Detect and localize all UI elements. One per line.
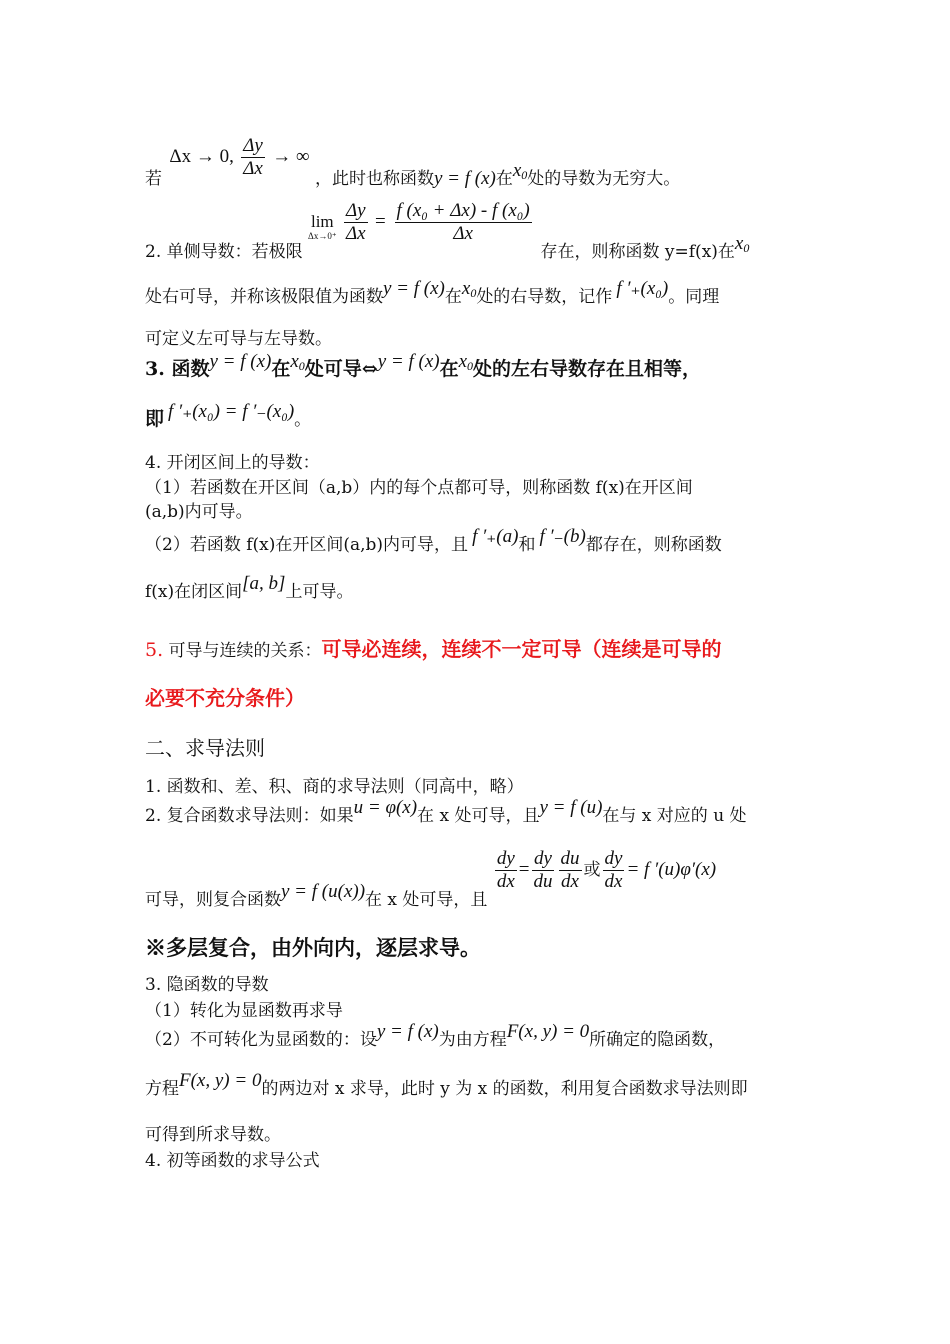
formula-chain-product: = f ′(u)φ′(x) bbox=[626, 859, 717, 880]
right-derivative-line bbox=[145, 278, 720, 309]
continuity-relation-line bbox=[145, 638, 722, 662]
formula-y-fx: y = f (x) bbox=[376, 1021, 439, 1042]
implicit-method-2-line-3 bbox=[145, 1124, 281, 1146]
interval-derivative-title bbox=[145, 452, 320, 474]
x-symbol: x bbox=[458, 351, 468, 372]
fraction-denominator: Δx bbox=[345, 223, 366, 244]
formula-y-fx: y = f (x) bbox=[209, 351, 272, 372]
text-segment: 所确定的隐函数， bbox=[589, 1030, 726, 1050]
text-segment: 都存在，则称函数 bbox=[585, 535, 722, 555]
text-segment: ，此时也称函数 bbox=[314, 169, 434, 189]
x-subscript: 0 bbox=[467, 359, 474, 373]
one-sided-line-tail bbox=[540, 233, 750, 262]
dy-dx-fraction bbox=[603, 848, 625, 893]
x-subscript: 0 bbox=[521, 168, 528, 182]
text-segment: 3. 函数 bbox=[145, 358, 210, 380]
one-sided-derivative-line bbox=[145, 200, 750, 262]
x-symbol: x bbox=[512, 160, 522, 181]
derivative-equality-line bbox=[145, 401, 312, 431]
formula-y-fx: y = f (x) bbox=[433, 168, 496, 189]
x-symbol: x bbox=[461, 278, 471, 299]
text-segment: 处的右导数，记作 bbox=[476, 287, 613, 307]
dy-dx-fraction bbox=[495, 848, 517, 893]
rule-2-line bbox=[145, 797, 747, 827]
text-segment: 可得到所求导数。 bbox=[145, 1125, 281, 1145]
text-segment: 处的左右导数存在且相等， bbox=[473, 358, 702, 380]
text-huo: 或 bbox=[583, 860, 601, 880]
highlight-red-text: 可导必连续，连续不一定可导（连续是可导的 bbox=[321, 637, 722, 661]
formula-F-xy: F(x, y) = 0 bbox=[179, 1070, 262, 1091]
text-segment: 处右可导，并称该极限值为函数 bbox=[145, 287, 383, 307]
formula-left-right-equal: f ′₊(x₀) = f ′₋(x₀) bbox=[168, 401, 295, 422]
equals-sign: = bbox=[374, 211, 386, 232]
lim-text: lim bbox=[310, 211, 334, 231]
text-segment: 2. 复合函数求导法则：如果 bbox=[145, 806, 354, 826]
text-segment: （1）转化为显函数再求导 bbox=[145, 1001, 343, 1021]
dy-du-fraction bbox=[532, 848, 555, 893]
text-segment: 为由方程 bbox=[438, 1030, 507, 1050]
note-text: ※多层复合，由外向内，逐层求导。 bbox=[145, 935, 481, 960]
text-segment: 4. 初等函数的求导公式 bbox=[145, 1151, 320, 1171]
text-segment: 上可导。 bbox=[285, 582, 354, 602]
formula-interval-ab: [a, b] bbox=[242, 573, 286, 594]
fraction-numerator: f (x₀ + Δx) - f (x₀) bbox=[396, 200, 530, 221]
closed-interval-line-2 bbox=[145, 573, 354, 603]
formula-x0 bbox=[513, 160, 527, 181]
closed-interval-line bbox=[145, 526, 722, 556]
text-segment: （2）不可转化为显函数的：设 bbox=[145, 1030, 377, 1050]
text-he: 和 bbox=[518, 535, 536, 555]
formula-F-xy: F(x, y) = 0 bbox=[506, 1021, 590, 1042]
text-segment: 处的导数为无穷大。 bbox=[527, 169, 681, 189]
formula-x0 bbox=[462, 278, 476, 299]
formula-y-fux: y = f (u(x)) bbox=[281, 881, 366, 902]
text-zai: 在 bbox=[271, 358, 291, 380]
text-segment: 可导，则复合函数 bbox=[145, 890, 281, 910]
open-interval-line-2 bbox=[145, 501, 253, 523]
fraction-denominator: Δx bbox=[243, 158, 263, 179]
text-segment: 方程 bbox=[145, 1079, 179, 1099]
text-segment: (a,b)内可导。 bbox=[145, 502, 253, 522]
differentiable-condition-line bbox=[145, 351, 702, 382]
text-segment: 可导与连续的关系： bbox=[163, 641, 322, 661]
text-segment: 3. 隐函数的导数 bbox=[145, 975, 269, 995]
x-subscript: 0 bbox=[743, 241, 750, 255]
formula-y-fx: y = f (x) bbox=[377, 351, 440, 372]
text-zai: 在 bbox=[495, 169, 513, 189]
fraction-numerator: Δy bbox=[345, 200, 366, 221]
formula-f-minus-b: f ′₋(b) bbox=[539, 526, 586, 547]
text-segment: 可定义左可导与左导数。 bbox=[145, 329, 332, 349]
continuity-relation-line-2 bbox=[145, 687, 305, 711]
fraction-denominator: dx bbox=[604, 871, 623, 892]
chain-rule-text bbox=[145, 881, 493, 910]
section-title-rules bbox=[145, 737, 265, 759]
fraction-denominator: du bbox=[533, 871, 553, 892]
text-segment: 。 bbox=[294, 410, 312, 430]
text-segment: （1）若函数在开区间（a,b）内的每个点都可导，则称函数 f(x)在开区间 bbox=[145, 478, 693, 498]
text-segment: 。同理 bbox=[668, 287, 720, 307]
delta-x-condition: Δx → 0, bbox=[169, 146, 234, 167]
fraction-numerator: du bbox=[560, 848, 580, 869]
x-subscript: 0 bbox=[298, 359, 305, 373]
formula-f-plus: f ′₊(x₀) bbox=[616, 278, 669, 299]
fraction-numerator: dy bbox=[496, 848, 515, 869]
du-dx-fraction bbox=[559, 848, 582, 893]
text-ruo: 若 bbox=[145, 169, 162, 189]
section-heading: 二、求导法则 bbox=[145, 736, 265, 760]
x-subscript: 0 bbox=[470, 286, 477, 300]
delta-fraction bbox=[344, 200, 368, 245]
formula-x0 bbox=[735, 233, 749, 254]
arrow-infinity: → ∞ bbox=[272, 146, 310, 167]
fraction-numerator: Δy bbox=[243, 135, 263, 156]
delta-fraction bbox=[241, 135, 265, 180]
text-zai: 在 bbox=[444, 287, 462, 307]
limit-operator bbox=[308, 213, 337, 241]
open-interval-line bbox=[145, 477, 693, 499]
formula-y-fu: y = f (u) bbox=[539, 797, 603, 818]
x-symbol: x bbox=[734, 233, 744, 254]
text-segment: 处可导⇔ bbox=[304, 358, 378, 380]
implicit-method-2-line-2 bbox=[145, 1070, 748, 1100]
text-ji: 即 bbox=[145, 408, 165, 430]
implicit-method-1 bbox=[145, 1000, 343, 1022]
formula-f-plus-a: f ′₊(a) bbox=[472, 526, 519, 547]
formula-u-phi: u = φ(x) bbox=[353, 797, 418, 818]
text-segment: 1. 函数和、差、积、商的求导法则（同高中，略） bbox=[145, 777, 524, 797]
implicit-title bbox=[145, 974, 269, 996]
text-segment: 的两边对 x 求导，此时 y 为 x 的函数，利用复合函数求导法则即 bbox=[261, 1079, 748, 1099]
text-segment: 存在，则称函数 y=f(x)在 bbox=[540, 242, 735, 262]
text-segment: （2）若函数 f(x)在开区间(a,b)内可导，且 bbox=[145, 535, 469, 555]
rule-1-line bbox=[145, 776, 524, 798]
text-segment: 4. 开闭区间上的导数： bbox=[145, 453, 320, 473]
formula-x0 bbox=[459, 351, 473, 372]
multi-layer-note bbox=[145, 935, 481, 961]
left-derivative-line bbox=[145, 328, 332, 350]
fraction-denominator: Δx bbox=[453, 223, 473, 244]
difference-quotient bbox=[393, 200, 533, 245]
implicit-method-2 bbox=[145, 1021, 726, 1051]
infinite-derivative-line bbox=[145, 135, 681, 189]
highlight-red-text: 必要不充分条件） bbox=[145, 686, 305, 710]
x-symbol: x bbox=[290, 351, 299, 372]
fraction-denominator: dx bbox=[561, 871, 579, 892]
text-segment: 2. 单侧导数：若极限 bbox=[145, 242, 303, 262]
text-segment: 在 x 处可导，且 bbox=[417, 806, 540, 826]
fraction-numerator: dy bbox=[604, 848, 623, 869]
chain-rule-line bbox=[145, 848, 717, 910]
infinite-line-tail bbox=[314, 160, 681, 189]
fraction-denominator: dx bbox=[496, 871, 515, 892]
elementary-formula-title bbox=[145, 1150, 320, 1172]
fraction-numerator: dy bbox=[534, 848, 552, 869]
text-segment: 在 x 处可导，且 bbox=[365, 890, 488, 910]
lim-subscript: Δx→0⁺ bbox=[308, 230, 337, 241]
section-number: 5. bbox=[145, 639, 164, 661]
text-zai: 在 bbox=[439, 358, 459, 380]
text-segment: f(x)在闭区间 bbox=[145, 582, 243, 602]
formula-x0 bbox=[290, 351, 304, 372]
text-segment: 在与 x 对应的 u 处 bbox=[602, 806, 747, 826]
equals-sign: = bbox=[518, 859, 530, 880]
formula-y-fx: y = f (x) bbox=[383, 278, 445, 299]
